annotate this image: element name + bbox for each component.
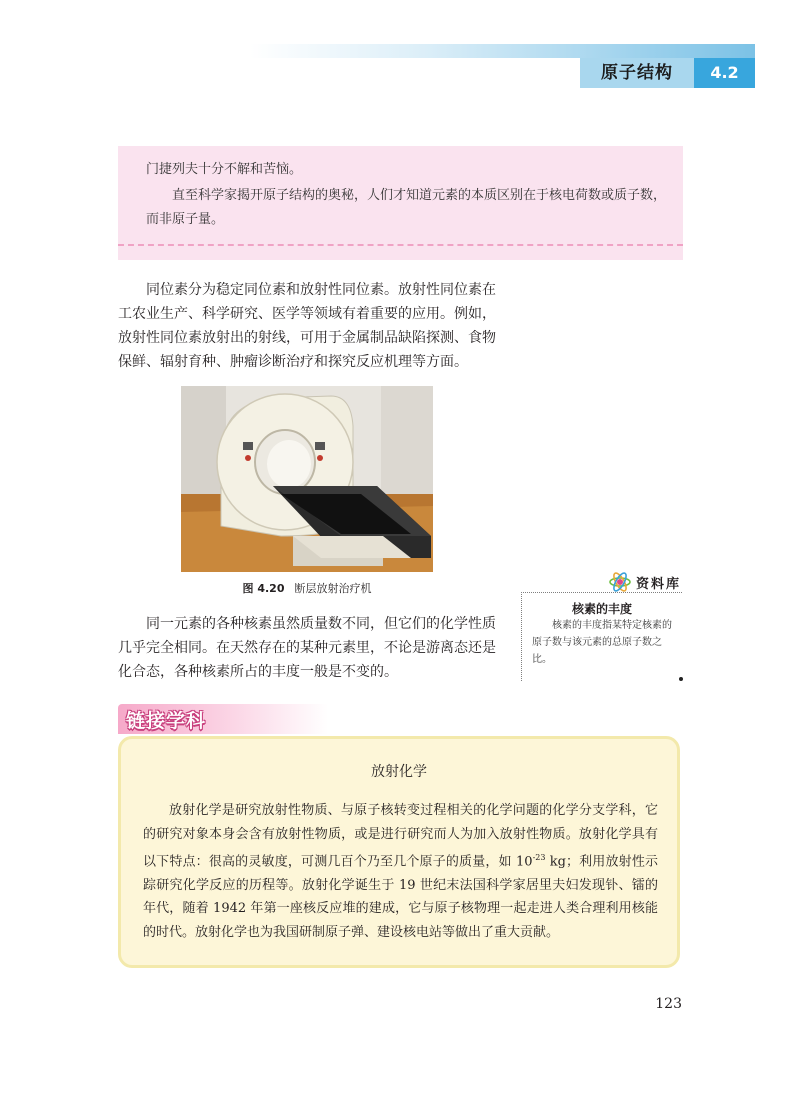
figure-caption-text: 断层放射治疗机	[294, 582, 372, 595]
nuclide-paragraph: 同一元素的各种核素虽然质量数不同，但它们的化学性质几乎完全相同。在天然存在的某种元素里，不论是游离态还是化合态，各种核素所占的丰度一般是不变的。	[118, 616, 496, 680]
header-stripe	[250, 44, 755, 58]
sidebar-header	[608, 570, 681, 594]
atom-icon	[608, 570, 632, 594]
sidebar-end-dot	[679, 677, 683, 681]
ct-machine-photo	[181, 386, 433, 572]
note-line-1: 门捷列夫十分不解和苦恼。	[146, 162, 303, 177]
chapter-title: 原子结构	[580, 58, 694, 88]
link-text-part-2: kg；利用放射性示踪研究化学反应的历程等。放射化学诞生于 19 世纪末法国科学家居里夫妇发现钋、镭的年代，随着 1942 年第一座核反应堆的建成，它与原子核物理一起走进人类合理利用核能的时代。放射化学也为我国研制原子弹、建设核电站等做出了重大贡献。	[143, 854, 658, 940]
link-text-part-1: 放射化学是研究放射性物质、与原子核转变过程相关的化学问题的化学分支学科，它的研究对象本身会含有放射性物质，或是进行研究而人为加入放射性物质。放射化学具有以下特点：很高的灵敏度，可测几百个乃至几个原子的质量，如 10	[143, 803, 658, 870]
note-line-2: 直至科学家揭开原子结构的奥秘，人们才知道元素的本质区别在于核电荷数或质子数，而非原子量。	[146, 188, 667, 227]
section-number: 4.2	[694, 58, 755, 88]
dashed-divider	[118, 244, 683, 246]
link-section-box	[118, 736, 680, 968]
link-section-label: 链接学科	[126, 710, 207, 732]
page-number: 123	[655, 996, 682, 1012]
sidebar-label: 资料库	[636, 576, 682, 592]
sidebar-title: 核素的丰度	[571, 602, 632, 616]
continued-note-box	[118, 146, 683, 260]
isotope-paragraph: 同位素分为稳定同位素和放射性同位素。放射性同位素在工农业生产、科学研究、医学等领域有着重要的应用。例如，放射性同位素放射出的射线，可用于金属制品缺陷探测、食物保鲜、辐射育种、肿瘤诊断治疗和探究反应机理等方面。	[118, 282, 496, 370]
link-section-text	[143, 799, 658, 944]
link-text-exponent: -23	[532, 853, 546, 862]
link-section-title: 放射化学	[371, 764, 427, 780]
ct-machine-illustration	[181, 386, 433, 572]
figure-caption	[181, 580, 433, 596]
sidebar-text: 核素的丰度指某特定核素的原子数与该元素的总原子数之比。	[532, 620, 672, 665]
figure-number: 图 4.20	[242, 582, 285, 595]
link-section-header	[118, 704, 328, 734]
